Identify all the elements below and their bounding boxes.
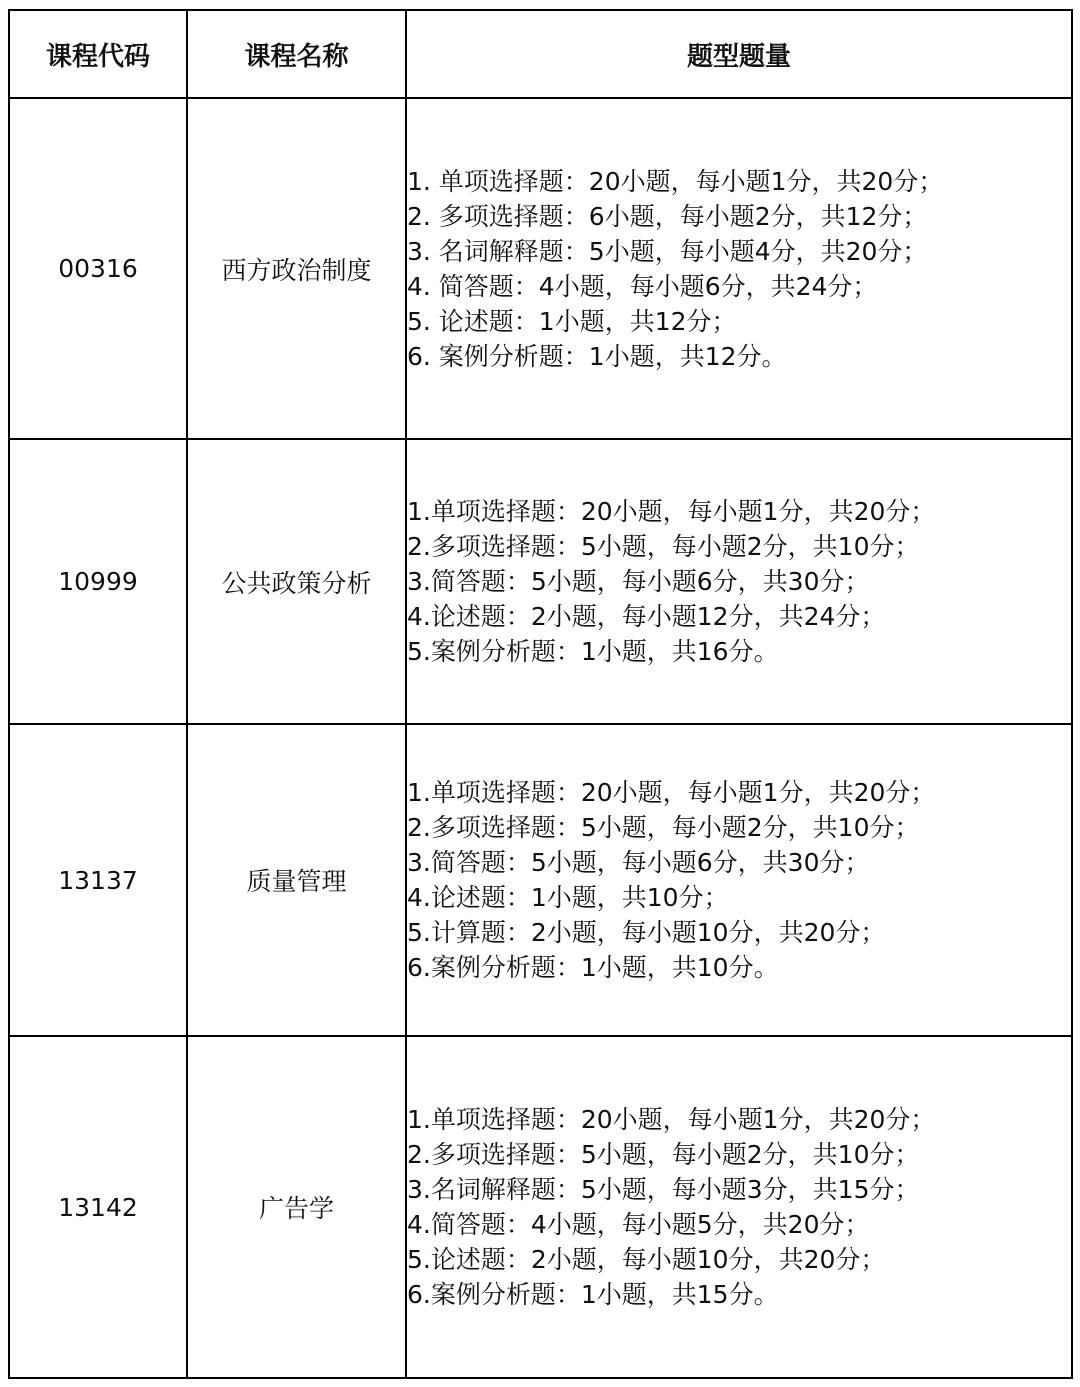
course-code-cell: 13142	[9, 1036, 187, 1378]
question-type-line: 3.简答题：5小题，每小题6分，共30分；	[407, 567, 870, 596]
question-type-line: 5.案例分析题：1小题，共16分。	[407, 637, 779, 666]
course-name-cell: 西方政治制度	[187, 98, 406, 439]
question-type-line: 2.多项选择题：5小题，每小题2分，共10分；	[407, 813, 920, 842]
question-type-line: 4.论述题：2小题，每小题12分，共24分；	[407, 602, 886, 631]
course-code-cell: 13137	[9, 724, 187, 1036]
question-type-line: 2.多项选择题：5小题，每小题2分，共10分；	[407, 1140, 920, 1169]
course-name-cell: 广告学	[187, 1036, 406, 1378]
question-type-line: 6.案例分析题：1小题，共15分。	[407, 1280, 779, 1309]
question-types-cell	[406, 98, 1072, 439]
table-row	[9, 98, 1072, 439]
table-row	[9, 1036, 1072, 1378]
question-type-line: 4.论述题：1小题，共10分；	[407, 883, 729, 912]
question-type-line: 1.单项选择题：20小题，每小题1分，共20分；	[407, 1105, 936, 1134]
question-type-line: 5. 论述题：1小题，共12分；	[407, 306, 737, 336]
question-type-line: 1. 单项选择题：20小题，每小题1分，共20分；	[407, 166, 944, 196]
question-types-cell	[406, 724, 1072, 1036]
question-types-cell	[406, 439, 1072, 724]
question-type-line: 3.简答题：5小题，每小题6分，共30分；	[407, 848, 870, 877]
question-type-line: 4. 简答题：4小题，每小题6分，共24分；	[407, 271, 878, 301]
question-type-line: 6.案例分析题：1小题，共10分。	[407, 953, 779, 982]
question-type-line: 3. 名词解释题：5小题，每小题4分，共20分；	[407, 236, 928, 266]
course-name-cell: 质量管理	[187, 724, 406, 1036]
question-type-line: 2.多项选择题：5小题，每小题2分，共10分；	[407, 532, 920, 561]
header-course-code: 课程代码	[9, 10, 187, 98]
table-row	[9, 724, 1072, 1036]
question-type-line: 5.论述题：2小题，每小题10分，共20分；	[407, 1245, 886, 1274]
question-type-line: 3.名词解释题：5小题，每小题3分，共15分；	[407, 1175, 920, 1204]
question-type-line: 2. 多项选择题：6小题，每小题2分，共12分；	[407, 201, 928, 231]
question-type-line: 1.单项选择题：20小题，每小题1分，共20分；	[407, 497, 936, 526]
header-question-types: 题型题量	[406, 10, 1072, 98]
table-header-row	[9, 10, 1072, 98]
question-type-line: 4.简答题：4小题，每小题5分，共20分；	[407, 1210, 870, 1239]
exam-format-table	[8, 9, 1073, 1379]
question-type-line: 5.计算题：2小题，每小题10分，共20分；	[407, 918, 886, 947]
course-name-cell: 公共政策分析	[187, 439, 406, 724]
question-type-line: 1.单项选择题：20小题，每小题1分，共20分；	[407, 778, 936, 807]
course-code-cell: 00316	[9, 98, 187, 439]
question-types-cell	[406, 1036, 1072, 1378]
course-code-cell: 10999	[9, 439, 187, 724]
table-row	[9, 439, 1072, 724]
question-type-line: 6. 案例分析题：1小题，共12分。	[407, 341, 787, 371]
header-course-name: 课程名称	[187, 10, 406, 98]
